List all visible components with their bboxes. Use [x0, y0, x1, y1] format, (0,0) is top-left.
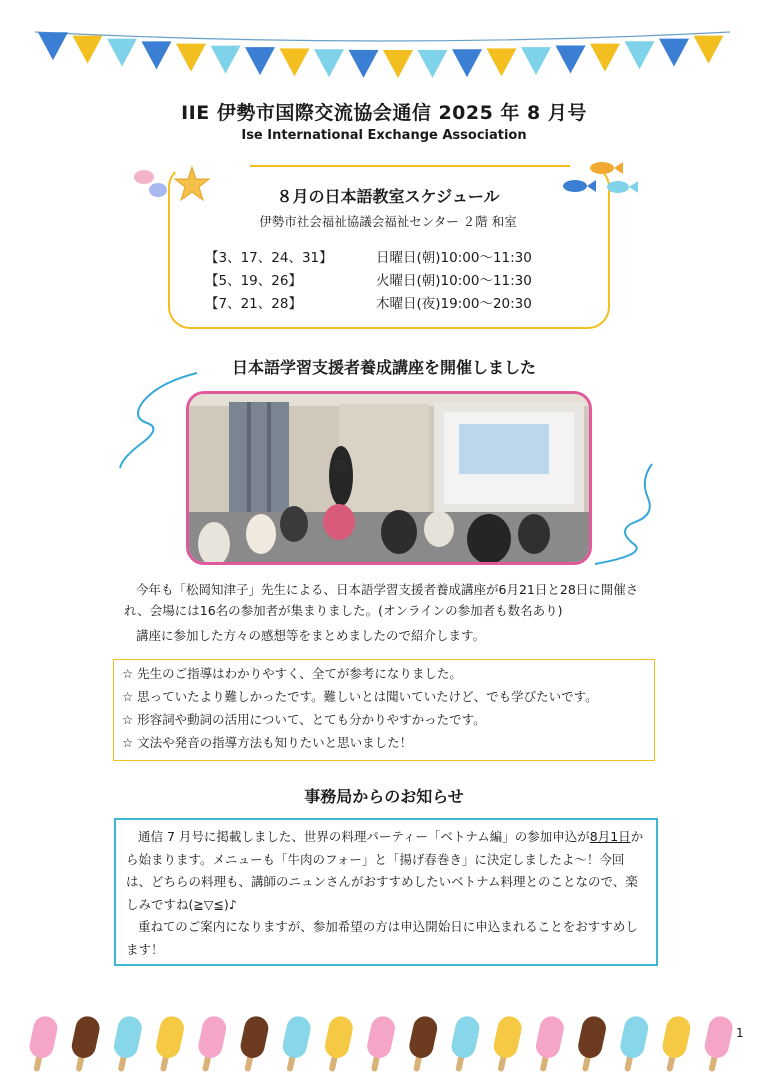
popsicle-icon [278, 1014, 313, 1074]
classroom-photo [186, 391, 592, 565]
schedule-time-3: 木曜日(夜)19:00～20:30 [376, 296, 532, 312]
notice-paragraph-1 [116, 820, 656, 916]
bunting-flag [349, 50, 379, 78]
bunting-decoration [0, 20, 768, 80]
bunting-flag [107, 39, 137, 67]
popsicle-icon [615, 1014, 650, 1074]
comment-item: ☆ 形容詞や動詞の活用について、とても分かりやすかったです。 [122, 712, 486, 727]
course-paragraph-1: 今年も「松岡知津子」先生による、日本語学習支援者養成講座が6月21日と28日に開催され、会場には16名の参加者が集まりました。(オンラインの参加者も数名あり) [124, 582, 639, 618]
course-title: 日本語学習支援者養成講座を開催しました [231, 358, 536, 377]
popsicle-icon [700, 1014, 735, 1074]
bunting-flag [280, 48, 310, 76]
schedule-dates-1: 【3、17、24、31】 [205, 250, 333, 266]
bunting-flag [176, 44, 206, 72]
popsicle-icon [320, 1014, 355, 1074]
page-number: 1 [736, 1026, 744, 1040]
course-paragraph-2: 講座に参加した方々の感想等をまとめましたので紹介します。 [136, 628, 486, 643]
popsicle-icon [235, 1014, 270, 1074]
popsicle-icon [193, 1014, 228, 1074]
popsicle-icon [404, 1014, 439, 1074]
schedule-place: 伊勢市社会福祉協議会福祉センター ２階 和室 [259, 214, 517, 229]
notice-text: から始まります。メニューも「牛肉のフォー」と「揚げ春巻き」に決定しましたよ～！今回は、どちらの料理も、講師のニュンさんがおすすめしたいベトナム料理とのことなので、楽しみですね(≧▽≦)♪ [126, 829, 644, 912]
bunting-flag [659, 39, 689, 67]
schedule-dates-2: 【5、19、26】 [205, 273, 302, 289]
notice-date: 8月1日 [589, 829, 631, 844]
popsicle-icon [24, 1014, 59, 1074]
bunting-flag [314, 49, 344, 77]
schedule-dates-3: 【7、21、28】 [205, 296, 302, 312]
popsicle-icon [657, 1014, 692, 1074]
squiggle-decoration-right [590, 460, 660, 570]
comment-item: ☆ 先生のご指導はわかりやすく、全てが参考になりました。 [122, 666, 462, 681]
bunting-flag [521, 47, 551, 75]
page-title: IIE 伊勢市国際交流協会通信 2025 年 8 月号 [181, 102, 587, 124]
popsicle-icon [446, 1014, 481, 1074]
popsicle-decoration [22, 1010, 742, 1080]
bunting-flag [142, 41, 172, 69]
notice-title: 事務局からのお知らせ [304, 787, 464, 806]
popsicle-icon [151, 1014, 186, 1074]
bunting-flag [625, 41, 655, 69]
bunting-flag [556, 46, 586, 74]
bunting-flag [452, 49, 482, 77]
bunting-flag [418, 50, 448, 78]
popsicle-icon [109, 1014, 144, 1074]
popsicle-icon [362, 1014, 397, 1074]
schedule-time-1: 日曜日(朝)10:00～11:30 [376, 250, 532, 266]
schedule-time-2: 火曜日(朝)10:00～11:30 [376, 273, 532, 289]
popsicle-icon [573, 1014, 608, 1074]
bunting-flag [383, 50, 413, 78]
popsicle-icon [531, 1014, 566, 1074]
bunting-flag [245, 47, 275, 75]
page-subtitle: Ise International Exchange Association [241, 128, 527, 143]
bunting-flag [211, 46, 241, 74]
bunting-flag [38, 32, 68, 60]
notice-text: 通信 7 月号に掲載しました、世界の料理パーティー「ベトナム編」の参加申込が [138, 829, 590, 844]
bunting-flag [487, 48, 517, 76]
comment-item: ☆ 文法や発音の指導方法も知りたいと思いました！ [122, 735, 413, 750]
schedule-box-top-border [250, 165, 570, 167]
popsicle-icon [489, 1014, 524, 1074]
comment-item: ☆ 思っていたより難しかったです。難しいとは聞いていたけど、でも学びたいです。 [122, 689, 598, 704]
comments-box [113, 659, 655, 761]
notice-paragraph-2: 重ねてのご案内になりますが、参加希望の方は申込開始日に申込まれることをおすすめします！ [126, 919, 638, 957]
bunting-flag [590, 44, 620, 72]
notice-box [114, 818, 658, 966]
bunting-flag [73, 36, 103, 64]
schedule-title: ８月の日本語教室スケジュール [276, 187, 500, 206]
bunting-flag [694, 36, 724, 64]
popsicle-icon [67, 1014, 102, 1074]
